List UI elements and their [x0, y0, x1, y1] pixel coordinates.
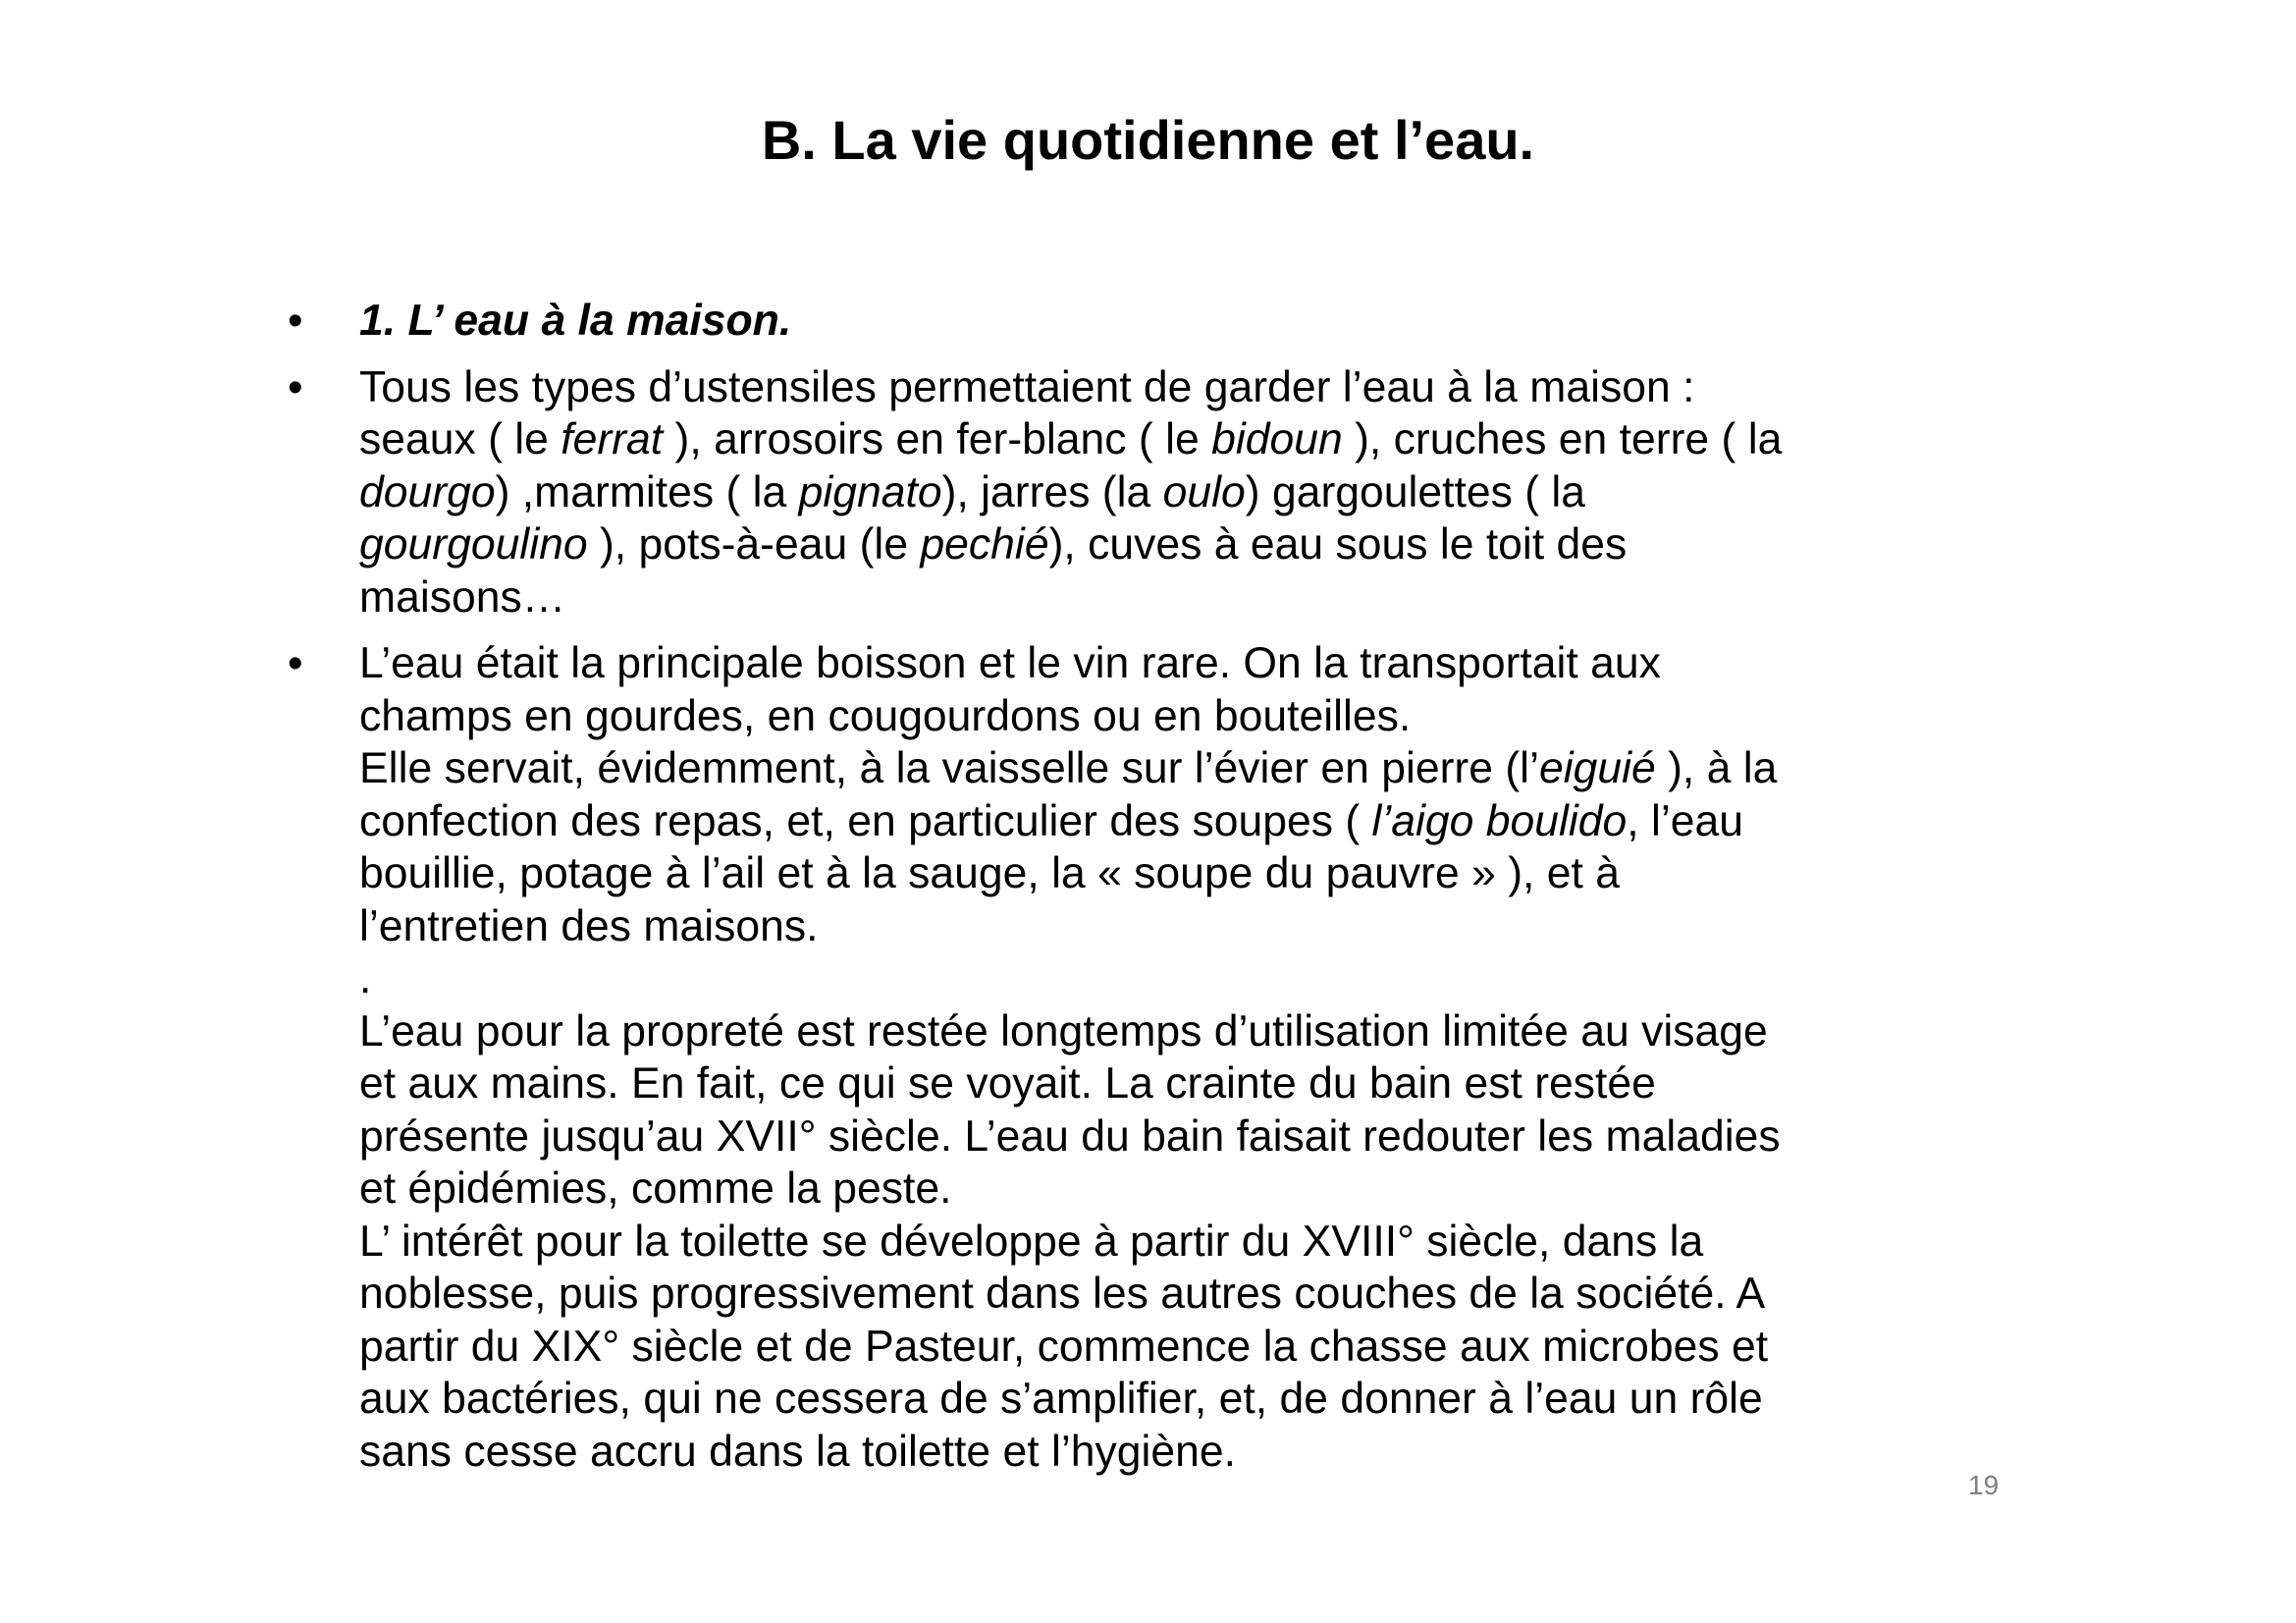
text-line: [359, 795, 2035, 848]
text-line: [359, 361, 2035, 414]
text-run: L’eau était la principale boisson et le vin rare. On la transportait aux: [359, 639, 1661, 687]
text-run: ), à la: [1655, 744, 1778, 792]
text-line: [359, 690, 2035, 743]
text-run: ), cruches en terre ( la: [1342, 415, 1783, 463]
provencal-term: oulo: [1162, 467, 1246, 516]
text-run: , l’eau: [1627, 796, 1744, 845]
text-line: [359, 952, 2035, 1005]
text-run: ) ,marmites ( la: [495, 467, 799, 516]
slide-title: B. La vie quotidienne et l’eau.: [761, 109, 1535, 171]
text-line: [359, 1321, 2035, 1374]
text-run: bouillie, potage à l’ail et à la sauge, la « soupe du pauvre » ), et à: [359, 849, 1620, 897]
text-line: [359, 518, 2035, 571]
text-line: [359, 847, 2035, 900]
text-run: et épidémies, comme la peste.: [359, 1164, 952, 1213]
bullet-icon: •: [288, 639, 303, 687]
text-run: l’entretien des maisons.: [359, 901, 819, 950]
text-run: Elle servait, évidemment, à la vaisselle sur l’évier en pierre (l’: [359, 744, 1539, 792]
text-line: [359, 742, 2035, 795]
bullet-item-uses: [278, 637, 2035, 1478]
text-run: et aux mains. En fait, ce qui se voyait. La crainte du bain est restée: [359, 1059, 1656, 1108]
text-run: sans cesse accru dans la toilette et l’hygiène.: [359, 1427, 1236, 1476]
text-line: [359, 1110, 2035, 1163]
text-run: Tous les types d’ustensiles permettaient de garder l’eau à la maison :: [359, 362, 1695, 411]
text-run: ), arrosoirs en fer-blanc ( le: [663, 415, 1212, 463]
text-run: ) gargoulettes ( la: [1245, 467, 1586, 516]
text-run: présente jusqu’au XVII° siècle. L’eau du bain faisait redouter les maladies: [359, 1111, 1781, 1161]
text-line: [359, 1005, 2035, 1058]
text-run: L’eau pour la propreté est restée longtemps d’utilisation limitée au visage: [359, 1006, 1768, 1055]
page-number: 19: [1968, 1470, 2000, 1500]
text-run: L’ intérêt pour la toilette se développe à partir du XVIII° siècle, dans la: [359, 1217, 1704, 1266]
text-run: maisons…: [359, 572, 566, 622]
text-line: [359, 1216, 2035, 1269]
slide-body: [278, 295, 2035, 1491]
bullet-item-heading: [278, 295, 2035, 348]
bullet-item-utensils: [278, 361, 2035, 624]
provencal-term: pignato: [798, 467, 942, 516]
text-run: noblesse, puis progressivement dans les autres couches de la société. A: [359, 1270, 1766, 1318]
text-run: champs en gourdes, en cougourdons ou en bouteilles.: [359, 691, 1412, 740]
provencal-term: pechié: [920, 520, 1049, 568]
bullet-icon: •: [288, 362, 303, 411]
text-run: seaux ( le: [359, 415, 561, 463]
section-heading: 1. L’ eau à la maison.: [359, 297, 792, 345]
text-run: .: [359, 954, 372, 1002]
text-line: [359, 637, 2035, 690]
text-line: [359, 1426, 2035, 1479]
provencal-term: bidoun: [1211, 415, 1343, 463]
text-line: [359, 466, 2035, 519]
provencal-term: gourgoulino: [359, 520, 588, 568]
provencal-term: ferrat: [561, 415, 664, 463]
text-line: [359, 1268, 2035, 1321]
text-run: aux bactéries, qui ne cessera de s’amplifier, et, de donner à l’eau un rôle: [359, 1375, 1763, 1423]
text-run: ), pots-à-eau (le: [587, 520, 921, 568]
text-run: ), cuves à eau sous le toit des: [1048, 520, 1628, 568]
text-line: [359, 1163, 2035, 1216]
text-line: [359, 571, 2035, 624]
text-run: ), jarres (la: [941, 467, 1163, 516]
text-line: [359, 900, 2035, 953]
text-run: confection des repas, et, en particulier des soupes (: [359, 796, 1372, 845]
text-run: partir du XIX° siècle et de Pasteur, commence la chasse aux microbes et: [359, 1322, 1769, 1371]
provencal-term: l’aigo boulido: [1371, 796, 1628, 845]
bullet-icon: •: [288, 297, 303, 345]
text-line: [359, 1057, 2035, 1110]
text-line: [359, 1373, 2035, 1426]
provencal-term: eiguié: [1538, 744, 1656, 792]
text-line: [359, 413, 2035, 466]
provencal-term: dourgo: [359, 467, 496, 516]
